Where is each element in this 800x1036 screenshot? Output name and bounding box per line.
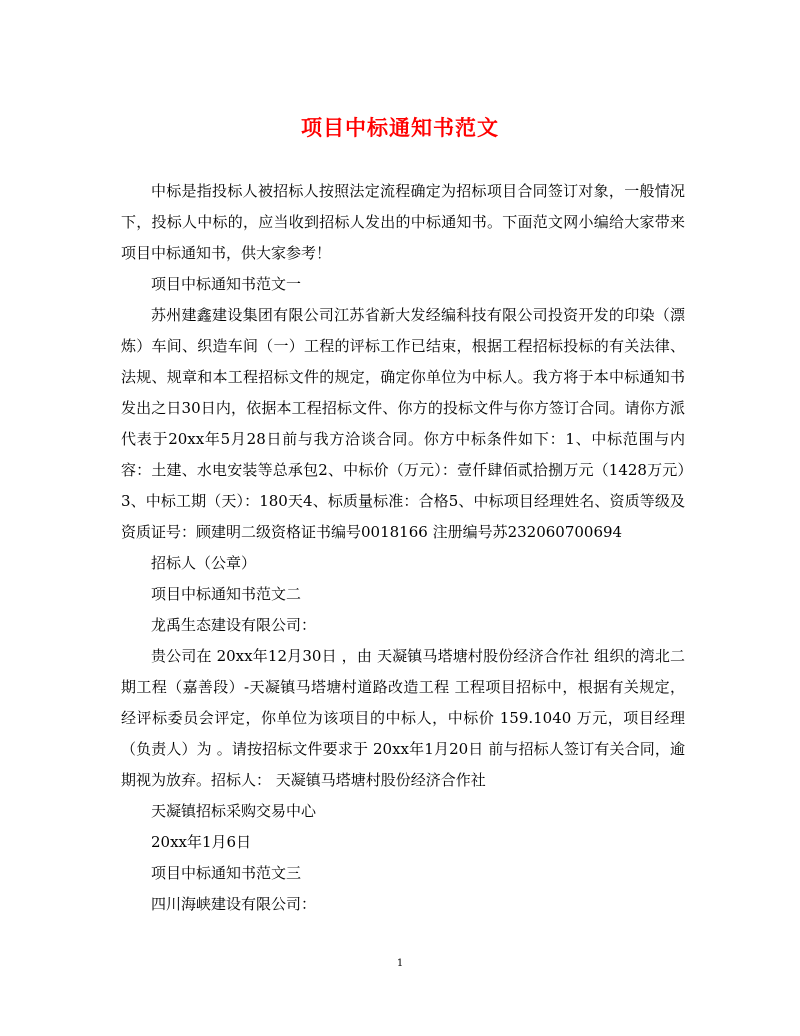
section-heading-2: 项目中标通知书范文二 [151, 585, 302, 603]
section-heading-3: 项目中标通知书范文三 [151, 864, 302, 882]
date-line-2: 20xx年1月6日 [151, 833, 252, 851]
page-number: 1 [396, 958, 404, 969]
issuer-line-2: 天凝镇招标采购交易中心 [151, 802, 317, 820]
document-body [121, 176, 685, 920]
section-heading-1: 项目中标通知书范文一 [151, 275, 302, 293]
recipient-line-3: 四川海峡建设有限公司： [151, 895, 317, 913]
signature-line-1: 招标人（公章） [151, 554, 257, 572]
recipient-line-2: 龙禹生态建设有限公司： [151, 616, 317, 634]
notice-paragraph-1: 苏州建鑫建设集团有限公司江苏省新大发经编科技有限公司投资开发的印染（漂炼）车间、织造车间（一）工程的评标工作已结束，根据工程招标投标的有关法律、法规、规章和本工程招标文件的规定，确定你单位为中标人。我方将于本中标通知书发出之日30日内，依据本工程招标文件、你方的投标文件与你方签订合同。请你方派代表于20xx年5月28日前与我方洽谈合同。你方中标条件如下：1、中标范围与内容：土建、水电安装等总承包2、中标价（万元）：壹仟肆佰贰拾捌万元（1428万元）3、中标工期（天）：180天4、标质量标准：合格5、中标项目经理姓名、资质等级及资质证号：顾建明二级资格证书编号0018166 注册编号苏232060700694 [121, 306, 685, 541]
notice-paragraph-2: 贵公司在 20xx年12月30日 ，由 天凝镇马塔塘村股份经济合作社 组织的湾北二期工程（嘉善段）-天凝镇马塔塘村道路改造工程 工程项目招标中，根据有关规定，经评标委员会评定，你单位为该项目的中标人，中标价 159.1040 万元，项目经理（负责人）为 。请按招标文件要求于 20xx年1月20日 前与招标人签订有关合同，逾期视为放弃。招标人： 天凝镇马塔塘村股份经济合作社 [121, 647, 685, 789]
document-title: 项目中标通知书范文 [301, 115, 499, 140]
intro-paragraph: 中标是指投标人被招标人按照法定流程确定为招标项目合同签订对象，一般情况下，投标人中标的，应当收到招标人发出的中标通知书。下面范文网小编给大家带来项目中标通知书，供大家参考！ [121, 182, 685, 262]
